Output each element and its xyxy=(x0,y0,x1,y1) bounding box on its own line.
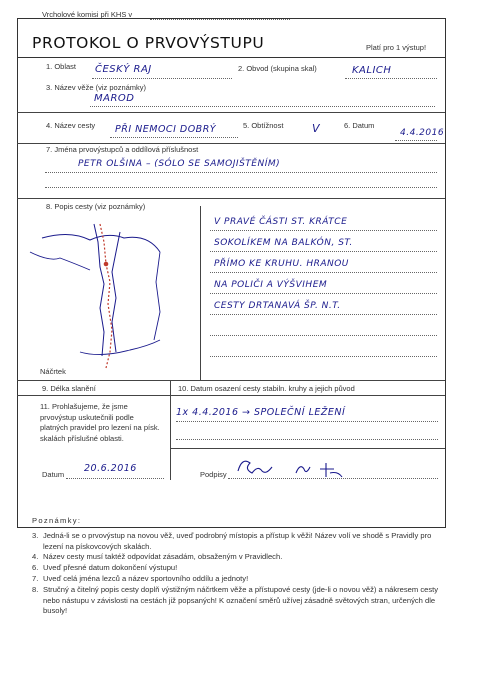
divider xyxy=(170,448,445,449)
validity-note: Platí pro 1 výstup! xyxy=(366,43,427,52)
osazeni-label: 10. Datum osazení cesty stabiln. kruhy a jejich původ xyxy=(178,384,355,393)
jmena-line xyxy=(45,172,437,173)
rock-outline-ledge xyxy=(30,252,90,270)
obvod-value[interactable]: KALICH xyxy=(352,65,392,76)
datum-line xyxy=(395,140,437,141)
rock-outline-base xyxy=(80,340,160,355)
slaneni-label: 9. Délka slanění xyxy=(42,384,96,393)
jmena-label: 7. Jména prvovýstupců a oddílová příslušnost xyxy=(46,145,199,154)
cesta-label: 4. Název cesty xyxy=(46,121,96,130)
popis-rule xyxy=(210,356,437,357)
oblast-line xyxy=(92,78,232,79)
popis-label: 8. Popis cesty (viz poznámky) xyxy=(46,202,146,211)
popis-rule xyxy=(210,230,437,231)
datum-label: 6. Datum xyxy=(344,121,375,130)
osazeni-line-2 xyxy=(176,439,438,440)
belay-ring xyxy=(104,262,109,267)
popis-rule xyxy=(210,335,437,336)
divider xyxy=(17,395,445,396)
note-item: 4. Název cesty musí taktéž odpovídat zásadám, obsaženým v Pravidlech. xyxy=(32,552,283,562)
vez-line xyxy=(90,106,435,107)
obtiznost-label: 5. Obtížnost xyxy=(243,121,284,130)
datum2-label: Datum xyxy=(42,470,65,479)
notes-title: Poznámky: xyxy=(32,516,82,525)
note-item: 3. Jedná-li se o prvovýstup na novou věž, uveď podrobný místopis a přístup k věži! Název volí ve shodě s Pravidly pro lezení na pískovcových skalách. xyxy=(32,530,432,551)
popis-line: PŘÍMO KE KRUHU. HRANOU xyxy=(214,259,349,269)
divider xyxy=(17,112,445,113)
popis-line: SOKOLÍKEM NA BALKÓN, ST. xyxy=(214,238,353,248)
popis-text[interactable] xyxy=(214,212,353,317)
popis-rule xyxy=(210,293,437,294)
datum2-value[interactable]: 20.6.2016 xyxy=(84,463,137,474)
divider xyxy=(17,380,445,381)
datum-value[interactable]: 4.4.2016 xyxy=(400,128,445,138)
popis-line: V PRAVÉ ČÁSTI ST. KRÁTCE xyxy=(214,217,348,227)
note-item: 7. Uveď celá jména lezců a název sportovního oddílu a jednoty! xyxy=(32,573,249,583)
vez-label: 3. Název věže (viz poznámky) xyxy=(46,83,147,92)
jmena-line-2 xyxy=(45,187,437,188)
divider xyxy=(17,57,445,58)
notes-section xyxy=(32,516,452,617)
route-sketch xyxy=(20,212,200,380)
osazeni-value[interactable]: 1x 4.4.2016 → SPOLEČNÍ LEŽENÍ xyxy=(176,407,346,418)
podpisy-label: Podpisy xyxy=(200,470,227,479)
rock-outline-left xyxy=(94,224,104,356)
divider xyxy=(17,198,445,199)
popis-rule xyxy=(210,272,437,273)
rock-outline-top xyxy=(42,234,160,252)
obvod-label: 2. Obvod (skupina skal) xyxy=(238,64,317,73)
oblast-label: 1. Oblast xyxy=(46,62,77,71)
popis-rule xyxy=(210,251,437,252)
nacrtek-label: Náčrtek xyxy=(40,367,66,376)
note-item: 8. Stručný a čitelný popis cesty doplň výstižným náčrtkem věže a přístupové cesty (jde-li o novou věž) a nákresem cesty nebo nástupu v závislosti na cestách již popsaných! K označení směrů užívej zásadně světových stran, určených dle busoly! xyxy=(32,584,439,616)
divider xyxy=(17,143,445,144)
rock-outline-mid xyxy=(112,232,120,352)
vez-value[interactable]: MAROD xyxy=(94,93,135,104)
popis-line: CESTY DRTANAVÁ ŠP. N.T. xyxy=(214,301,341,311)
jmena-value[interactable]: PETR OLŠINA – (SÓLO SE SAMOJIŠTĚNÍM) xyxy=(78,159,281,169)
note-item: 6. Uveď přesné datum dokončení výstupu! xyxy=(32,563,178,573)
cesta-line xyxy=(110,137,238,138)
cesta-value[interactable]: PŘI NEMOCI DOBRÝ xyxy=(115,124,217,135)
signature-image xyxy=(234,455,354,481)
page-title: PROTOKOL O PRVOVÝSTUPU xyxy=(32,34,265,52)
prohlaseni-text: 11. Prohlašujeme, že jsme prvovýstup uskutečnili podle platných pravidel pro lezení na písk. skalách příslušné oblasti. xyxy=(40,402,160,443)
osazeni-line xyxy=(176,421,438,422)
oblast-value[interactable]: ČESKÝ RAJ xyxy=(95,64,152,75)
popis-line: NA POLIČI A VÝŠVIHEM xyxy=(214,280,328,290)
datum2-line xyxy=(66,478,164,479)
rock-outline-right xyxy=(154,252,160,340)
popis-rule xyxy=(210,314,437,315)
obtiznost-value[interactable]: V xyxy=(312,122,321,135)
sketch-divider xyxy=(200,206,201,380)
header-line: Vrcholové komisi při KHS v xyxy=(42,10,133,19)
obvod-line xyxy=(345,78,437,79)
